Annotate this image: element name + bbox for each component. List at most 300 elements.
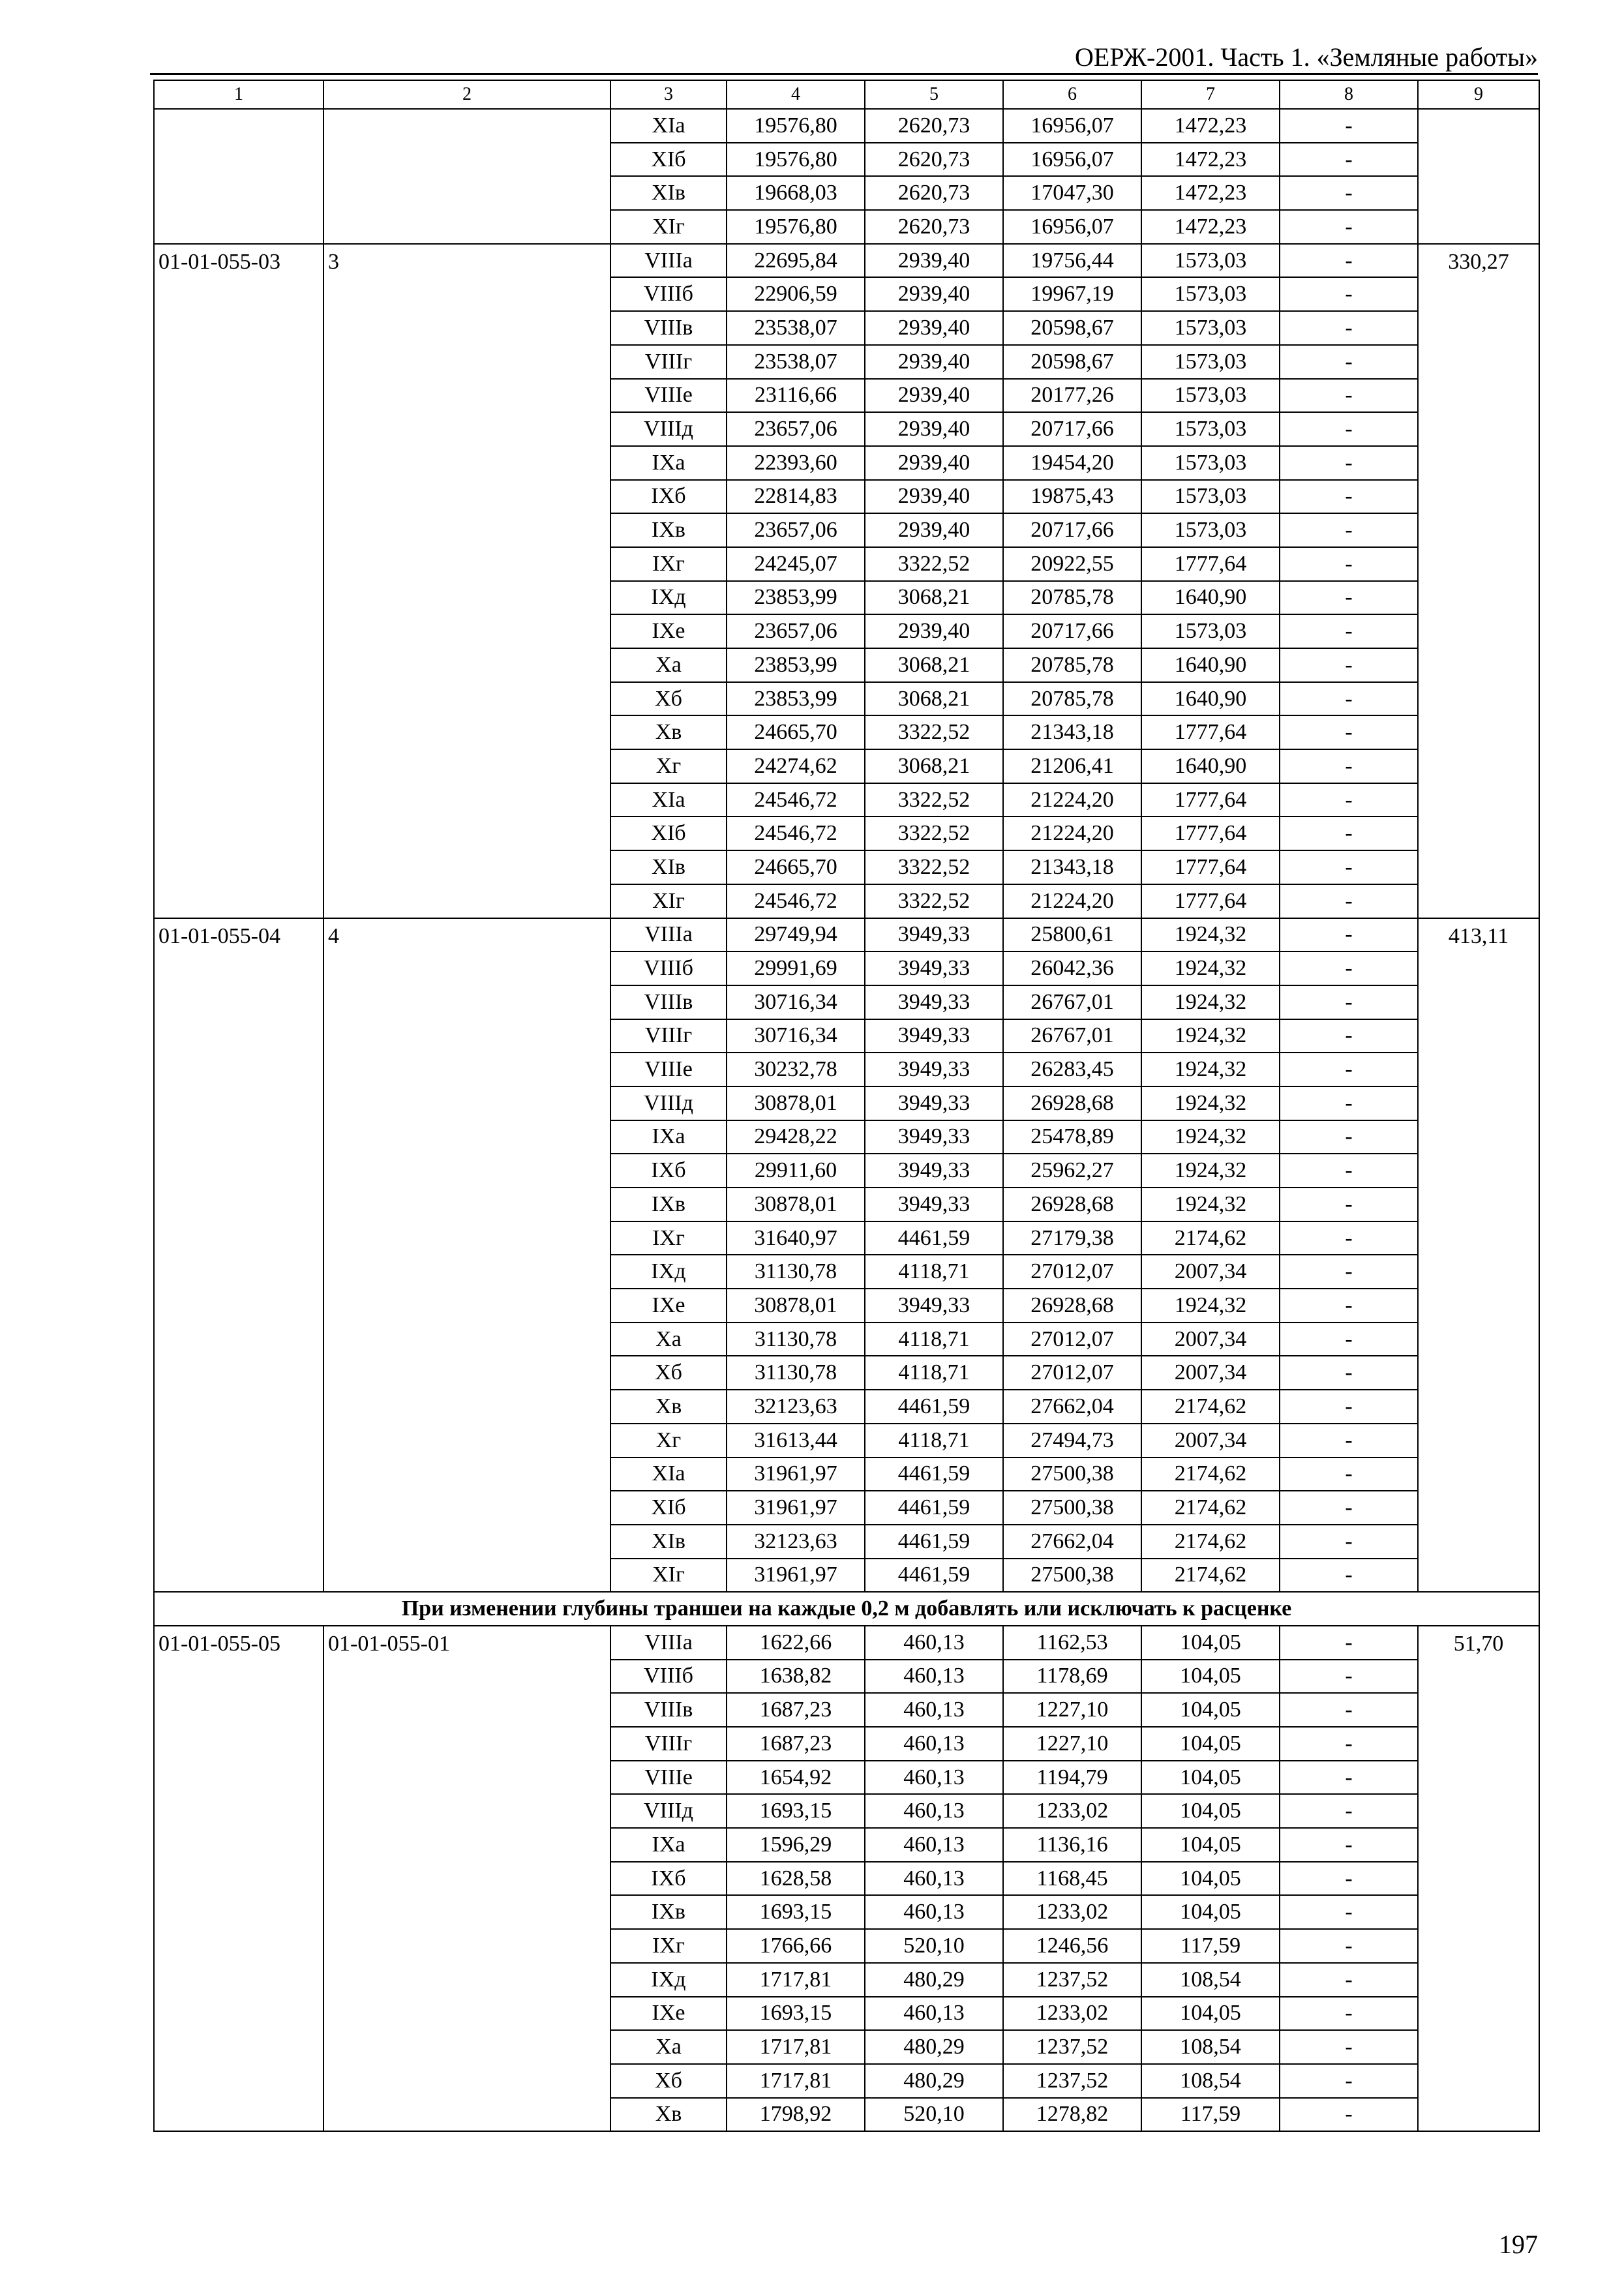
soil-group-cell: XIг <box>610 884 727 918</box>
machine-cost-cell: 20717,66 <box>1003 412 1141 446</box>
material-cost-cell: - <box>1280 2030 1418 2064</box>
soil-group-cell: IXб <box>610 1862 727 1896</box>
column-number: 5 <box>865 80 1003 109</box>
page-header: ОЕРЖ-2001. Часть 1. «Земляные работы» <box>1075 42 1538 72</box>
soil-group-cell: VIIIг <box>610 1727 727 1761</box>
total-cost-cell: 19576,80 <box>727 109 865 143</box>
table-row <box>154 244 1539 278</box>
soil-group-cell: XIб <box>610 816 727 850</box>
machine-cost-cell: 16956,07 <box>1003 109 1141 143</box>
soil-group-cell: Xв <box>610 1390 727 1424</box>
soil-group-cell: IXа <box>610 1120 727 1154</box>
wage-cost-cell: 2939,40 <box>865 311 1003 345</box>
operator-wage-cell: 1777,64 <box>1141 547 1280 581</box>
soil-group-cell: IXг <box>610 1929 727 1963</box>
material-cost-cell: - <box>1280 816 1418 850</box>
operator-wage-cell: 2174,62 <box>1141 1525 1280 1559</box>
wage-cost-cell: 2939,40 <box>865 277 1003 311</box>
wage-cost-cell: 480,29 <box>865 2064 1003 2098</box>
machine-cost-cell: 27662,04 <box>1003 1390 1141 1424</box>
soil-group-cell: XIа <box>610 783 727 817</box>
wage-cost-cell: 3322,52 <box>865 816 1003 850</box>
operator-wage-cell: 1924,32 <box>1141 1154 1280 1188</box>
total-cost-cell: 30716,34 <box>727 1019 865 1053</box>
operator-wage-cell: 1573,03 <box>1141 345 1280 379</box>
table-row <box>154 1626 1539 1660</box>
table-row <box>154 918 1539 952</box>
machine-cost-cell: 1237,52 <box>1003 2064 1141 2098</box>
soil-group-cell: VIIIа <box>610 244 727 278</box>
soil-group-cell: IXв <box>610 513 727 547</box>
total-cost-cell: 29991,69 <box>727 951 865 985</box>
material-cost-cell: - <box>1280 850 1418 884</box>
material-cost-cell: - <box>1280 143 1418 177</box>
material-cost-cell: - <box>1280 1120 1418 1154</box>
total-cost-cell: 31613,44 <box>727 1424 865 1458</box>
material-cost-cell: - <box>1280 1390 1418 1424</box>
soil-group-cell: XIб <box>610 143 727 177</box>
operator-wage-cell: 1640,90 <box>1141 682 1280 716</box>
soil-group-cell: Xа <box>610 1323 727 1356</box>
wage-cost-cell: 460,13 <box>865 1660 1003 1694</box>
soil-group-cell: Xа <box>610 2030 727 2064</box>
machine-cost-cell: 27012,07 <box>1003 1323 1141 1356</box>
soil-group-cell: VIIIа <box>610 918 727 952</box>
total-cost-cell: 23853,99 <box>727 682 865 716</box>
soil-group-cell: IXд <box>610 581 727 615</box>
operator-wage-cell: 1924,32 <box>1141 1053 1280 1086</box>
material-cost-cell: - <box>1280 951 1418 985</box>
operator-wage-cell: 2174,62 <box>1141 1491 1280 1525</box>
total-cost-cell: 1798,92 <box>727 2098 865 2132</box>
material-cost-cell: - <box>1280 547 1418 581</box>
total-cost-cell: 1717,81 <box>727 1963 865 1997</box>
operator-wage-cell: 104,05 <box>1141 1693 1280 1727</box>
soil-group-cell: XIв <box>610 176 727 210</box>
machine-cost-cell: 20922,55 <box>1003 547 1141 581</box>
machine-cost-cell: 1178,69 <box>1003 1660 1141 1694</box>
machine-cost-cell: 20598,67 <box>1003 311 1141 345</box>
labor-cost-cell: 413,11 <box>1418 918 1539 1593</box>
material-cost-cell: - <box>1280 682 1418 716</box>
rate-code-cell <box>154 109 323 244</box>
operator-wage-cell: 1472,23 <box>1141 176 1280 210</box>
wage-cost-cell: 3949,33 <box>865 1154 1003 1188</box>
wage-cost-cell: 3949,33 <box>865 1188 1003 1221</box>
machine-cost-cell: 25800,61 <box>1003 918 1141 952</box>
machine-cost-cell: 26283,45 <box>1003 1053 1141 1086</box>
column-number: 6 <box>1003 80 1141 109</box>
machine-cost-cell: 25962,27 <box>1003 1154 1141 1188</box>
operator-wage-cell: 1640,90 <box>1141 581 1280 615</box>
wage-cost-cell: 3949,33 <box>865 918 1003 952</box>
total-cost-cell: 23657,06 <box>727 412 865 446</box>
total-cost-cell: 1638,82 <box>727 1660 865 1694</box>
material-cost-cell: - <box>1280 1693 1418 1727</box>
operator-wage-cell: 1640,90 <box>1141 749 1280 783</box>
wage-cost-cell: 520,10 <box>865 2098 1003 2132</box>
total-cost-cell: 31130,78 <box>727 1255 865 1289</box>
material-cost-cell: - <box>1280 176 1418 210</box>
wage-cost-cell: 460,13 <box>865 1794 1003 1828</box>
total-cost-cell: 24546,72 <box>727 816 865 850</box>
total-cost-cell: 31640,97 <box>727 1221 865 1255</box>
operator-wage-cell: 1777,64 <box>1141 715 1280 749</box>
machine-cost-cell: 19454,20 <box>1003 446 1141 480</box>
wage-cost-cell: 460,13 <box>865 1997 1003 2031</box>
total-cost-cell: 1693,15 <box>727 1895 865 1929</box>
material-cost-cell: - <box>1280 1761 1418 1795</box>
operator-wage-cell: 104,05 <box>1141 1895 1280 1929</box>
total-cost-cell: 1687,23 <box>727 1727 865 1761</box>
soil-group-cell: IXг <box>610 547 727 581</box>
operator-wage-cell: 1573,03 <box>1141 446 1280 480</box>
operator-wage-cell: 1472,23 <box>1141 109 1280 143</box>
machine-cost-cell: 26767,01 <box>1003 985 1141 1019</box>
soil-group-cell: XIг <box>610 210 727 244</box>
total-cost-cell: 30878,01 <box>727 1289 865 1323</box>
operator-wage-cell: 117,59 <box>1141 2098 1280 2132</box>
operator-wage-cell: 1573,03 <box>1141 480 1280 514</box>
machine-cost-cell: 1162,53 <box>1003 1626 1141 1660</box>
operator-wage-cell: 2007,34 <box>1141 1323 1280 1356</box>
wage-cost-cell: 3949,33 <box>865 1086 1003 1120</box>
material-cost-cell: - <box>1280 1086 1418 1120</box>
material-cost-cell: - <box>1280 648 1418 682</box>
machine-cost-cell: 27500,38 <box>1003 1559 1141 1593</box>
column-number: 9 <box>1418 80 1539 109</box>
soil-group-cell: IXг <box>610 1221 727 1255</box>
wage-cost-cell: 520,10 <box>865 1929 1003 1963</box>
material-cost-cell: - <box>1280 1289 1418 1323</box>
soil-group-cell: IXд <box>610 1255 727 1289</box>
wage-cost-cell: 3068,21 <box>865 749 1003 783</box>
total-cost-cell: 30232,78 <box>727 1053 865 1086</box>
total-cost-cell: 1654,92 <box>727 1761 865 1795</box>
wage-cost-cell: 2939,40 <box>865 244 1003 278</box>
soil-group-cell: VIIIд <box>610 1794 727 1828</box>
operator-wage-cell: 2174,62 <box>1141 1390 1280 1424</box>
wage-cost-cell: 2939,40 <box>865 614 1003 648</box>
material-cost-cell: - <box>1280 244 1418 278</box>
soil-group-cell: XIа <box>610 109 727 143</box>
total-cost-cell: 1693,15 <box>727 1997 865 2031</box>
material-cost-cell: - <box>1280 1559 1418 1593</box>
labor-cost-cell: 51,70 <box>1418 1626 1539 2131</box>
operator-wage-cell: 1573,03 <box>1141 513 1280 547</box>
machine-cost-cell: 27500,38 <box>1003 1458 1141 1491</box>
material-cost-cell: - <box>1280 1221 1418 1255</box>
operator-wage-cell: 104,05 <box>1141 1862 1280 1896</box>
total-cost-cell: 32123,63 <box>727 1525 865 1559</box>
soil-group-cell: VIIIд <box>610 1086 727 1120</box>
total-cost-cell: 24546,72 <box>727 783 865 817</box>
machine-cost-cell: 20785,78 <box>1003 682 1141 716</box>
operator-wage-cell: 1640,90 <box>1141 648 1280 682</box>
machine-cost-cell: 21224,20 <box>1003 783 1141 817</box>
operator-wage-cell: 1777,64 <box>1141 850 1280 884</box>
total-cost-cell: 24665,70 <box>727 850 865 884</box>
wage-cost-cell: 2620,73 <box>865 176 1003 210</box>
total-cost-cell: 24546,72 <box>727 884 865 918</box>
wage-cost-cell: 2939,40 <box>865 446 1003 480</box>
total-cost-cell: 23657,06 <box>727 614 865 648</box>
material-cost-cell: - <box>1280 1188 1418 1221</box>
wage-cost-cell: 2939,40 <box>865 379 1003 413</box>
material-cost-cell: - <box>1280 1154 1418 1188</box>
material-cost-cell: - <box>1280 513 1418 547</box>
material-cost-cell: - <box>1280 412 1418 446</box>
wage-cost-cell: 3068,21 <box>865 682 1003 716</box>
machine-cost-cell: 1237,52 <box>1003 1963 1141 1997</box>
operator-wage-cell: 108,54 <box>1141 2064 1280 2098</box>
wage-cost-cell: 4461,59 <box>865 1390 1003 1424</box>
material-cost-cell: - <box>1280 1660 1418 1694</box>
wage-cost-cell: 4461,59 <box>865 1525 1003 1559</box>
machine-cost-cell: 25478,89 <box>1003 1120 1141 1154</box>
material-cost-cell: - <box>1280 1019 1418 1053</box>
operator-wage-cell: 1924,32 <box>1141 918 1280 952</box>
material-cost-cell: - <box>1280 715 1418 749</box>
rate-code-cell: 01-01-055-05 <box>154 1626 323 2131</box>
operator-wage-cell: 104,05 <box>1141 1997 1280 2031</box>
machine-cost-cell: 27494,73 <box>1003 1424 1141 1458</box>
operator-wage-cell: 104,05 <box>1141 1828 1280 1862</box>
soil-group-cell: Xб <box>610 1356 727 1390</box>
total-cost-cell: 1596,29 <box>727 1828 865 1862</box>
material-cost-cell: - <box>1280 1828 1418 1862</box>
labor-cost-cell <box>1418 109 1539 244</box>
total-cost-cell: 32123,63 <box>727 1390 865 1424</box>
material-cost-cell: - <box>1280 210 1418 244</box>
operator-wage-cell: 2007,34 <box>1141 1424 1280 1458</box>
wage-cost-cell: 4461,59 <box>865 1491 1003 1525</box>
soil-group-cell: IXе <box>610 1289 727 1323</box>
machine-cost-cell: 1233,02 <box>1003 1895 1141 1929</box>
material-cost-cell: - <box>1280 446 1418 480</box>
soil-group-cell: VIIIв <box>610 1693 727 1727</box>
machine-cost-cell: 21343,18 <box>1003 850 1141 884</box>
column-number: 4 <box>727 80 865 109</box>
machine-cost-cell: 1278,82 <box>1003 2098 1141 2132</box>
column-number: 2 <box>323 80 610 109</box>
total-cost-cell: 30716,34 <box>727 985 865 1019</box>
operator-wage-cell: 104,05 <box>1141 1727 1280 1761</box>
material-cost-cell: - <box>1280 1458 1418 1491</box>
wage-cost-cell: 4118,71 <box>865 1323 1003 1356</box>
machine-cost-cell: 27012,07 <box>1003 1255 1141 1289</box>
operator-wage-cell: 1924,32 <box>1141 1289 1280 1323</box>
wage-cost-cell: 2939,40 <box>865 345 1003 379</box>
total-cost-cell: 31961,97 <box>727 1559 865 1593</box>
soil-group-cell: VIIIб <box>610 277 727 311</box>
total-cost-cell: 1628,58 <box>727 1862 865 1896</box>
wage-cost-cell: 460,13 <box>865 1828 1003 1862</box>
total-cost-cell: 24274,62 <box>727 749 865 783</box>
table-row <box>154 109 1539 143</box>
total-cost-cell: 22814,83 <box>727 480 865 514</box>
soil-group-cell: Xб <box>610 682 727 716</box>
soil-group-cell: VIIIв <box>610 311 727 345</box>
rates-table <box>153 80 1540 2132</box>
material-cost-cell: - <box>1280 581 1418 615</box>
material-cost-cell: - <box>1280 2098 1418 2132</box>
wage-cost-cell: 3949,33 <box>865 1019 1003 1053</box>
operator-wage-cell: 104,05 <box>1141 1660 1280 1694</box>
material-cost-cell: - <box>1280 783 1418 817</box>
page-number: 197 <box>1499 2230 1538 2259</box>
soil-group-cell: IXв <box>610 1895 727 1929</box>
wage-cost-cell: 3322,52 <box>865 850 1003 884</box>
machine-cost-cell: 27500,38 <box>1003 1491 1141 1525</box>
soil-group-cell: IXд <box>610 1963 727 1997</box>
operator-wage-cell: 2174,62 <box>1141 1221 1280 1255</box>
material-cost-cell: - <box>1280 1323 1418 1356</box>
wage-cost-cell: 3322,52 <box>865 783 1003 817</box>
machine-cost-cell: 20598,67 <box>1003 345 1141 379</box>
material-cost-cell: - <box>1280 1525 1418 1559</box>
machine-cost-cell: 21206,41 <box>1003 749 1141 783</box>
machine-cost-cell: 1194,79 <box>1003 1761 1141 1795</box>
operator-wage-cell: 104,05 <box>1141 1761 1280 1795</box>
rate-code-cell: 01-01-055-03 <box>154 244 323 918</box>
wage-cost-cell: 3068,21 <box>865 581 1003 615</box>
material-cost-cell: - <box>1280 985 1418 1019</box>
wage-cost-cell: 2939,40 <box>865 412 1003 446</box>
material-cost-cell: - <box>1280 480 1418 514</box>
total-cost-cell: 23538,07 <box>727 311 865 345</box>
soil-group-cell: XIв <box>610 850 727 884</box>
total-cost-cell: 30878,01 <box>727 1188 865 1221</box>
soil-group-cell: IXб <box>610 1154 727 1188</box>
operator-wage-cell: 1573,03 <box>1141 379 1280 413</box>
material-cost-cell: - <box>1280 1895 1418 1929</box>
material-cost-cell: - <box>1280 1727 1418 1761</box>
total-cost-cell: 31130,78 <box>727 1356 865 1390</box>
soil-group-cell: IXб <box>610 480 727 514</box>
operator-wage-cell: 1573,03 <box>1141 412 1280 446</box>
wage-cost-cell: 480,29 <box>865 2030 1003 2064</box>
operator-wage-cell: 1777,64 <box>1141 783 1280 817</box>
machine-cost-cell: 16956,07 <box>1003 210 1141 244</box>
soil-group-cell: VIIIг <box>610 1019 727 1053</box>
soil-group-cell: IXа <box>610 446 727 480</box>
machine-cost-cell: 1233,02 <box>1003 1997 1141 2031</box>
column-number: 8 <box>1280 80 1418 109</box>
wage-cost-cell: 460,13 <box>865 1862 1003 1896</box>
operator-wage-cell: 1924,32 <box>1141 985 1280 1019</box>
material-cost-cell: - <box>1280 1794 1418 1828</box>
column-number-row <box>154 80 1539 109</box>
machine-cost-cell: 26767,01 <box>1003 1019 1141 1053</box>
operator-wage-cell: 117,59 <box>1141 1929 1280 1963</box>
wage-cost-cell: 3068,21 <box>865 648 1003 682</box>
soil-group-cell: Xг <box>610 1424 727 1458</box>
total-cost-cell: 29749,94 <box>727 918 865 952</box>
soil-group-cell: VIIIе <box>610 379 727 413</box>
material-cost-cell: - <box>1280 379 1418 413</box>
operator-wage-cell: 1573,03 <box>1141 614 1280 648</box>
total-cost-cell: 24665,70 <box>727 715 865 749</box>
total-cost-cell: 29428,22 <box>727 1120 865 1154</box>
soil-group-cell: VIIIе <box>610 1761 727 1795</box>
soil-group-cell: Xв <box>610 715 727 749</box>
machine-cost-cell: 19967,19 <box>1003 277 1141 311</box>
machine-cost-cell: 19756,44 <box>1003 244 1141 278</box>
operator-wage-cell: 1472,23 <box>1141 210 1280 244</box>
operator-wage-cell: 1924,32 <box>1141 1188 1280 1221</box>
wage-cost-cell: 4461,59 <box>865 1221 1003 1255</box>
soil-group-cell: VIIIд <box>610 412 727 446</box>
operator-wage-cell: 108,54 <box>1141 1963 1280 1997</box>
machine-cost-cell: 27179,38 <box>1003 1221 1141 1255</box>
total-cost-cell: 23116,66 <box>727 379 865 413</box>
soil-group-cell: VIIIб <box>610 1660 727 1694</box>
material-cost-cell: - <box>1280 1053 1418 1086</box>
operator-wage-cell: 1924,32 <box>1141 951 1280 985</box>
material-cost-cell: - <box>1280 1862 1418 1896</box>
machine-cost-cell: 27012,07 <box>1003 1356 1141 1390</box>
operator-wage-cell: 108,54 <box>1141 2030 1280 2064</box>
wage-cost-cell: 2620,73 <box>865 210 1003 244</box>
machine-cost-cell: 20785,78 <box>1003 581 1141 615</box>
soil-group-cell: Xб <box>610 2064 727 2098</box>
operator-wage-cell: 1472,23 <box>1141 143 1280 177</box>
soil-group-cell: IXа <box>610 1828 727 1862</box>
wage-cost-cell: 460,13 <box>865 1626 1003 1660</box>
total-cost-cell: 23853,99 <box>727 581 865 615</box>
rates-table-body <box>154 80 1539 2131</box>
machine-cost-cell: 17047,30 <box>1003 176 1141 210</box>
soil-group-cell: VIIIв <box>610 985 727 1019</box>
soil-group-cell: Xа <box>610 648 727 682</box>
soil-group-cell: XIб <box>610 1491 727 1525</box>
total-cost-cell: 1622,66 <box>727 1626 865 1660</box>
material-cost-cell: - <box>1280 1626 1418 1660</box>
operator-wage-cell: 2174,62 <box>1141 1559 1280 1593</box>
material-cost-cell: - <box>1280 345 1418 379</box>
machine-cost-cell: 21343,18 <box>1003 715 1141 749</box>
total-cost-cell: 31961,97 <box>727 1458 865 1491</box>
soil-group-cell: VIIIб <box>610 951 727 985</box>
machine-cost-cell: 20717,66 <box>1003 513 1141 547</box>
soil-group-cell: XIа <box>610 1458 727 1491</box>
machine-cost-cell: 1227,10 <box>1003 1727 1141 1761</box>
total-cost-cell: 19576,80 <box>727 143 865 177</box>
soil-group-cell: XIв <box>610 1525 727 1559</box>
material-cost-cell: - <box>1280 749 1418 783</box>
soil-group-cell: VIIIа <box>610 1626 727 1660</box>
material-cost-cell: - <box>1280 1929 1418 1963</box>
wage-cost-cell: 480,29 <box>865 1963 1003 1997</box>
operator-wage-cell: 2174,62 <box>1141 1458 1280 1491</box>
total-cost-cell: 31130,78 <box>727 1323 865 1356</box>
wage-cost-cell: 460,13 <box>865 1693 1003 1727</box>
wage-cost-cell: 2620,73 <box>865 109 1003 143</box>
operator-wage-cell: 104,05 <box>1141 1626 1280 1660</box>
machine-cost-cell: 1237,52 <box>1003 2030 1141 2064</box>
labor-cost-cell: 330,27 <box>1418 244 1539 918</box>
rate-code-cell: 01-01-055-04 <box>154 918 323 1593</box>
column-number: 1 <box>154 80 323 109</box>
material-cost-cell: - <box>1280 1424 1418 1458</box>
total-cost-cell: 22906,59 <box>727 277 865 311</box>
wage-cost-cell: 4461,59 <box>865 1458 1003 1491</box>
machine-cost-cell: 16956,07 <box>1003 143 1141 177</box>
machine-cost-cell: 26928,68 <box>1003 1188 1141 1221</box>
column-number: 7 <box>1141 80 1280 109</box>
total-cost-cell: 24245,07 <box>727 547 865 581</box>
